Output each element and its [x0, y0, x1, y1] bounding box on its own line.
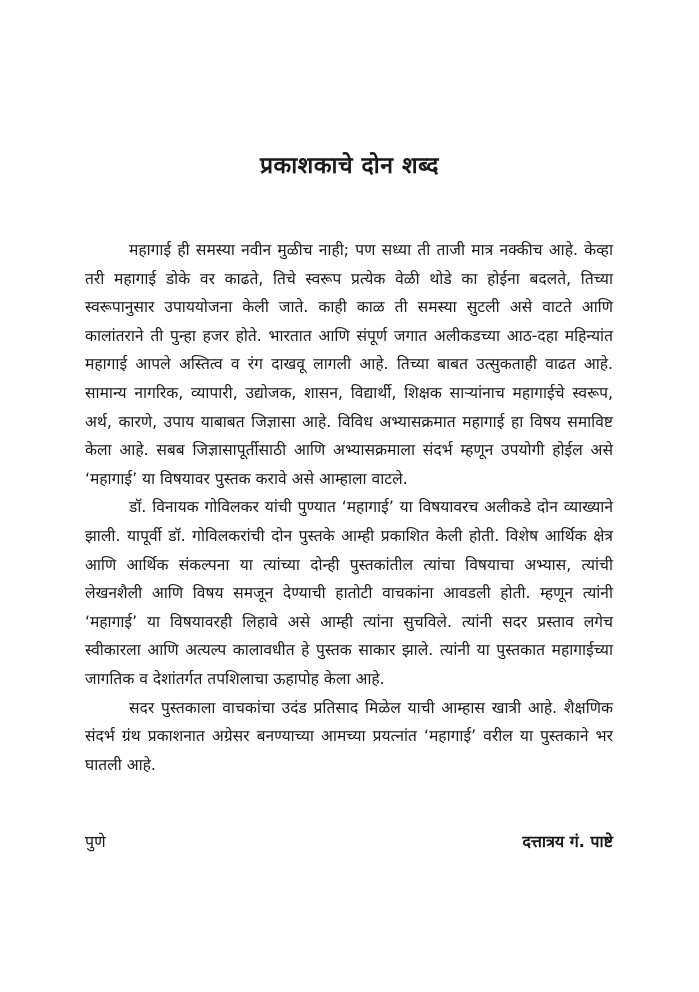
paragraph-2: डॉ. विनायक गोविलकर यांची पुण्यात ‘महागाई’ या विषयावरच अलीकडे दोन व्याख्याने झाली. यापूर्वी डॉ. गोविलकरांची दोन पुस्तके आम्ही प्रकाशित केली होती. विशेष आर्थिक क्षेत्र आणि आर्थिक संकल्पना या त्यांच्या दोन्ही पुस्तकांतील त्यांचा विषयाचा अभ्यास, त्यांची लेखनशैली आणि विषय समजून देण्याची हातोटी वाचकांना आवडली होती. म्हणून त्यांनी ‘महागाई’ या विषयावरही लिहावे असे आम्ही त्यांना सुचविले. त्यांनी सदर प्रस्ताव लगेच स्वीकारला आणि अत्यल्प कालावधीत हे पुस्तक साकार झाले. त्यांनी या पुस्तकात महागाईच्या जागतिक व देशांतर्गत तपशिलाचा ऊहापोह केला आहे. [85, 498, 613, 688]
paragraph-1: महागाई ही समस्या नवीन मुळीच नाही; पण सध्या ती ताजी मात्र नक्कीच आहे. केव्हा तरी महागाई डोके वर काढते, तिचे स्वरूप प्रत्येक वेळी थोडे का होईना बदलते, तिच्या स्वरूपानुसार उपाययोजना केली जाते. काही काळ ती समस्या सुटली असे वाटते आणि कालांतराने ती पुन्हा हजर होते. भारतात आणि संपूर्ण जगात अलीकडच्या आठ-दहा महिन्यांत महागाई आपले अस्तित्व व रंग दाखवू लागली आहे. तिच्या बाबत उत्सुकताही वाढत आहे. सामान्य नागरिक, व्यापारी, उद्योजक, शासन, विद्यार्थी, शिक्षक साऱ्यांनाच महागाईचे स्वरूप, अर्थ, कारणे, उपाय याबाबत जिज्ञासा आहे. विविध अभ्यासक्रमात महागाई हा विषय समाविष्ट केला आहे. सबब जिज्ञासापूर्तीसाठी आणि अभ्यासक्रमाला संदर्भ म्हणून उपयोगी होईल असे ‘महागाई’ या विषयावर पुस्तक करावे असे आम्हाला वाटले. [85, 241, 613, 488]
preface-body [85, 236, 613, 779]
place-label: पुणे [85, 832, 106, 851]
author-name: दत्तात्रय गं. पाष्टे [522, 832, 613, 851]
page-title: प्रकाशकाचे दोन शब्द [259, 153, 440, 179]
signature-block [85, 830, 613, 858]
paragraph-3: सदर पुस्तकाला वाचकांचा उदंड प्रतिसाद मिळेल याची आम्हास खात्री आहे. शैक्षणिक संदर्भ ग्रंथ प्रकाशनात अग्रेसर बनण्याच्या आमच्या प्रयत्नांत ‘महागाई’ वरील या पुस्तकाने भर घातली आहे. [85, 698, 613, 774]
